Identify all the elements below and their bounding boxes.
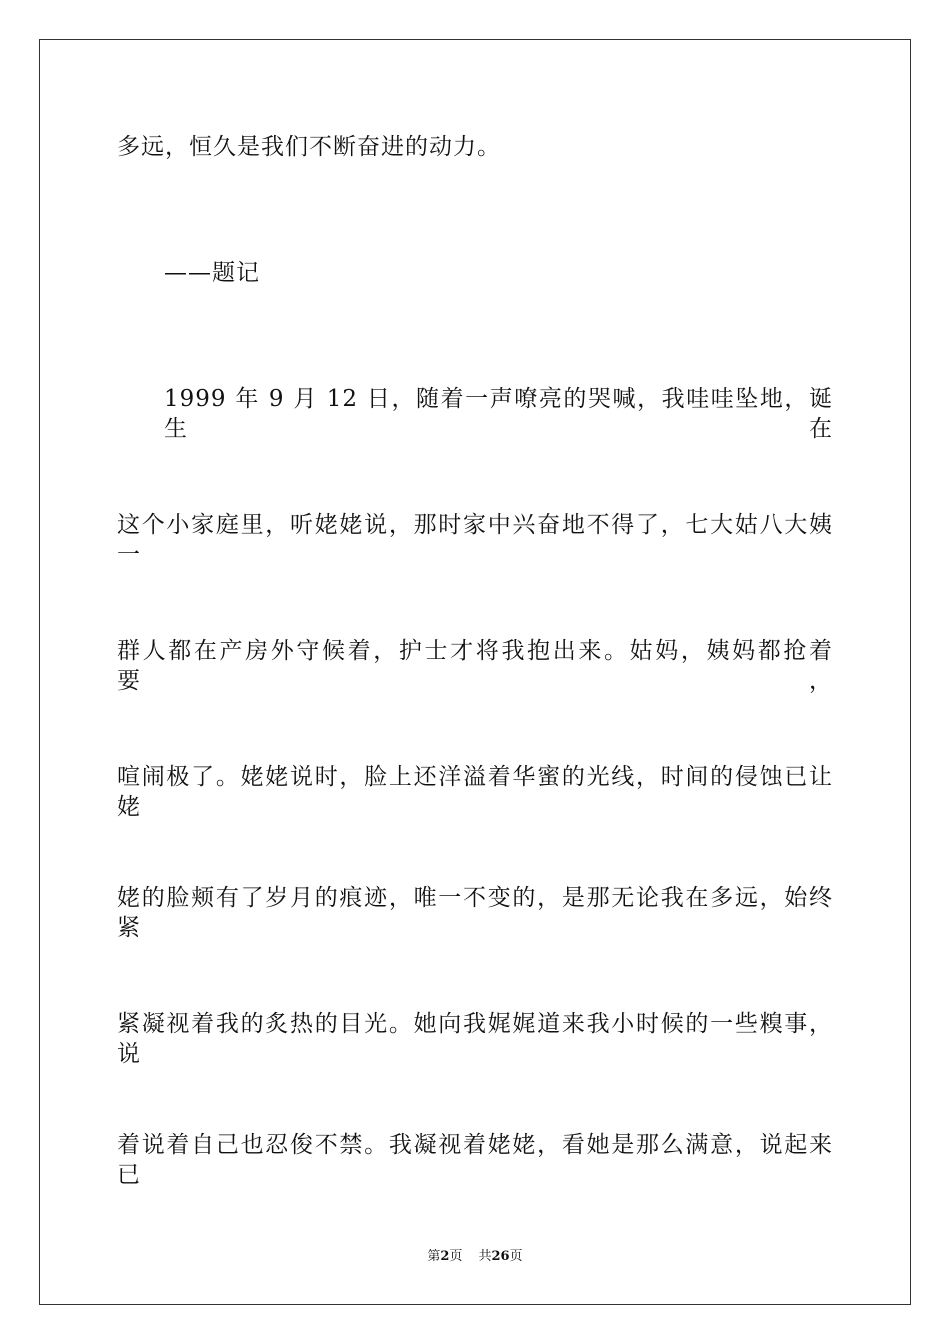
text-line-7: 姥的脸颊有了岁月的痕迹，唯一不变的，是那无论我在多远，始终紧 [117,885,833,941]
text-line-4: 这个小家庭里，听姥姥说，那时家中兴奋地不得了，七大姑八大姨一 [117,512,833,568]
text-line-9: 着说着自己也忍俊不禁。我凝视着姥姥，看她是那么满意，说起来已 [117,1132,833,1188]
text-line-6: 喧闹极了。姥姥说时，脸上还洋溢着华蜜的光线，时间的侵蚀已让姥 [117,764,833,820]
footer-total-pages: 26 [491,1249,510,1264]
text-line-5: 群人都在产房外守候着，护士才将我抱出来。姑妈，姨妈都抢着要， [117,638,833,694]
footer-page-number: 2 [440,1249,450,1264]
footer-page-prefix: 第 [427,1249,441,1264]
footer-total-prefix: 共 [478,1249,492,1264]
text-line-1: 多远，恒久是我们不断奋进的动力。 [117,134,501,160]
epigraph-signature: ——题记 [164,260,260,286]
page-footer [0,1248,950,1266]
footer-page-suffix: 页 [449,1249,463,1264]
text-line-8: 紧凝视着我的炙热的目光。她向我娓娓道来我小时候的一些糗事，说 [117,1011,833,1067]
footer-total-suffix: 页 [509,1249,523,1264]
text-line-3: 1999 年 9 月 12 日，随着一声嘹亮的哭喊，我哇哇坠地，诞生在 [164,386,833,442]
